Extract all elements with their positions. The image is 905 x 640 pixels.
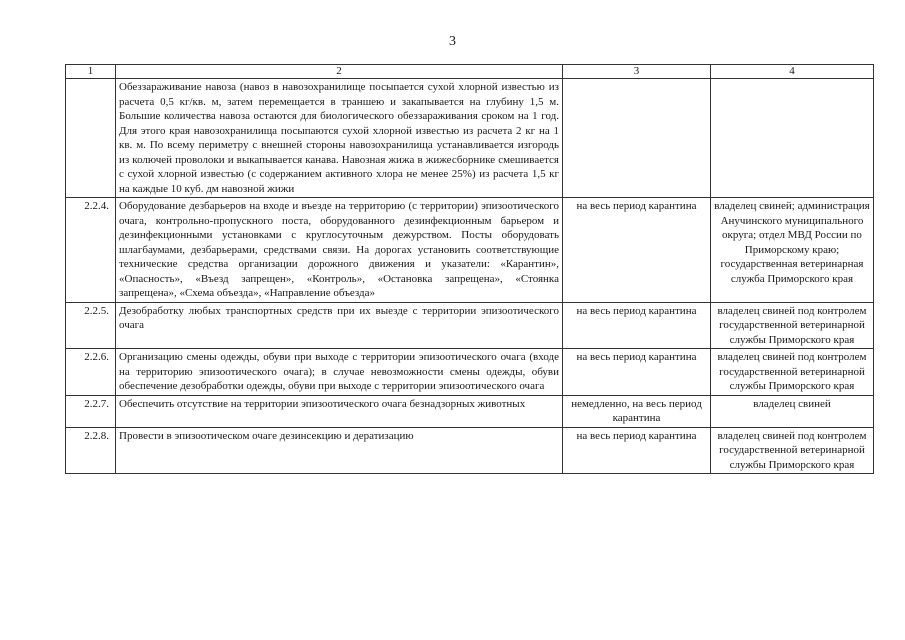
header-col-2: 2 — [116, 65, 563, 79]
row-responsible: владелец свиней под контролем государственной ветеринарной службы Приморского края — [711, 302, 874, 349]
table-row — [66, 395, 874, 427]
table-header-row — [66, 65, 874, 79]
header-col-4: 4 — [711, 65, 874, 79]
table-row — [66, 198, 874, 303]
row-term — [563, 79, 711, 198]
table-row — [66, 79, 874, 198]
table-row — [66, 427, 874, 474]
row-number — [66, 79, 116, 198]
measures-table — [65, 64, 874, 474]
row-measure: Провести в эпизоотическом очаге дезинсекцию и дератизацию — [116, 427, 563, 474]
row-term: на весь период карантина — [563, 427, 711, 474]
row-number: 2.2.4. — [66, 198, 116, 303]
header-col-3: 3 — [563, 65, 711, 79]
row-measure: Дезобработку любых транспортных средств при их выезде с территории эпизоотического очага — [116, 302, 563, 349]
row-measure: Обеззараживание навоза (навоз в навозохранилище посыпается сухой хлорной известью из расчета 0,5 кг/кв. м, затем перемещается в траншею и закапывается на глубину 1,5 м. Большие количества навоза остаются для биологического обеззараживания сроком на 1 год. Для этого края навозохранилища посыпаются сухой хлорной известью из расчета 2 кг на 1 кв. м. По всему периметру с внешней стороны навозохранилища устанавливается изгородь из колючей проволоки и выкапывается канава. Навозная жижа в жижесборнике смешивается с сухой хлорной известью (с содержанием активного хлора не менее 25%) из расчета 1,5 кг на каждые 10 куб. дм навозной жижи — [116, 79, 563, 198]
row-responsible: владелец свиней; администрация Анучинского муниципального округа; отдел МВД России по Приморскому краю; государственная ветеринарная служба Приморского края — [711, 198, 874, 303]
row-measure: Организацию смены одежды, обуви при выходе с территории эпизоотического очага (входе на территорию эпизоотического очага); в случае невозможности смены одежды, обуви обеспечение дезобработки одежды, обуви при выходе с территории эпизоотического очага — [116, 349, 563, 396]
page-number: 3 — [449, 34, 456, 49]
row-responsible — [711, 79, 874, 198]
row-number: 2.2.5. — [66, 302, 116, 349]
row-responsible: владелец свиней — [711, 395, 874, 427]
row-responsible: владелец свиней под контролем государственной ветеринарной службы Приморского края — [711, 349, 874, 396]
row-number: 2.2.8. — [66, 427, 116, 474]
header-col-1: 1 — [66, 65, 116, 79]
row-number: 2.2.6. — [66, 349, 116, 396]
table-row — [66, 349, 874, 396]
row-number: 2.2.7. — [66, 395, 116, 427]
row-term: на весь период карантина — [563, 198, 711, 303]
row-term: на весь период карантина — [563, 349, 711, 396]
row-term: немедленно, на весь период карантина — [563, 395, 711, 427]
table-row — [66, 302, 874, 349]
row-measure: Обеспечить отсутствие на территории эпизоотического очага безнадзорных животных — [116, 395, 563, 427]
row-term: на весь период карантина — [563, 302, 711, 349]
row-responsible: владелец свиней под контролем государственной ветеринарной службы Приморского края — [711, 427, 874, 474]
row-measure: Оборудование дезбарьеров на входе и въезде на территорию (с территории) эпизоотического очага, контрольно-пропускного поста, оборудованного дезинфекционным барьером и дезинфекционными установками с круглосуточным дежурством. Посты оборудовать шлагбаумами, дезбарьерами, средствами связи. На дорогах установить соответствующие технические средства организации дорожного движения и указатели: «Карантин», «Опасность», «Въезд запрещен», «Контроль», «Остановка запрещена», «Стоянка запрещена», «Схема объезда», «Направление объезда» — [116, 198, 563, 303]
